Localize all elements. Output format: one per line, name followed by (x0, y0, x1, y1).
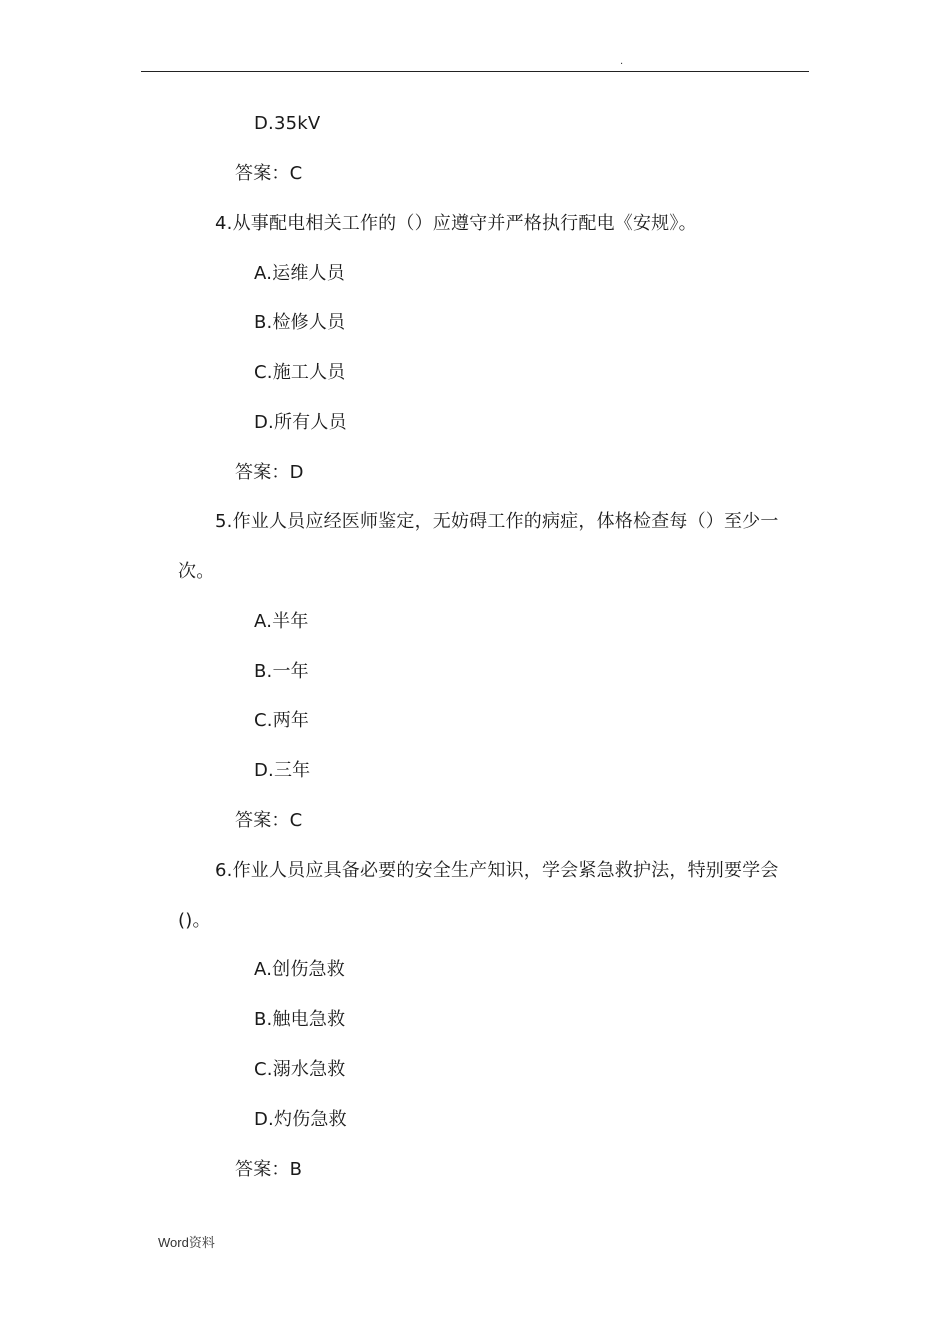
answer-q6: 答案：B (235, 1159, 303, 1180)
footer-label: Word资料 (158, 1235, 215, 1250)
option-c-q4: C.施工人员 (254, 362, 346, 383)
option-d-q6: D.灼伤急救 (254, 1109, 347, 1130)
option-c-q6: C.溺水急救 (254, 1059, 346, 1080)
option-a-q5: A.半年 (254, 611, 309, 632)
option-a-q6: A.创伤急救 (254, 959, 345, 980)
question-5: 5.作业人员应经医师鉴定，无妨碍工作的病症，体格检查每（）至少一 (215, 511, 779, 532)
option-d-q4: D.所有人员 (254, 412, 347, 433)
option-b-q5: B.一年 (254, 661, 309, 682)
option-b-q4: B.检修人员 (254, 312, 346, 333)
option-d-q5: D.三年 (254, 760, 311, 781)
option-b-q6: B.触电急救 (254, 1009, 346, 1030)
question-5-continued: 次。 (178, 561, 215, 582)
option-d-q3: D.35kV (254, 113, 321, 134)
header-mark: . (620, 56, 624, 67)
answer-q4: 答案：D (235, 462, 304, 483)
answer-q3: 答案：C (235, 163, 303, 184)
header-rule (141, 71, 809, 72)
option-a-q4: A.运维人员 (254, 263, 345, 284)
answer-q5: 答案：C (235, 810, 303, 831)
question-6: 6.作业人员应具备必要的安全生产知识，学会紧急救护法，特别要学会 (215, 860, 779, 881)
question-4: 4.从事配电相关工作的（）应遵守并严格执行配电《安规》。 (215, 213, 697, 234)
option-c-q5: C.两年 (254, 710, 310, 731)
question-6-continued: ()。 (178, 910, 211, 931)
